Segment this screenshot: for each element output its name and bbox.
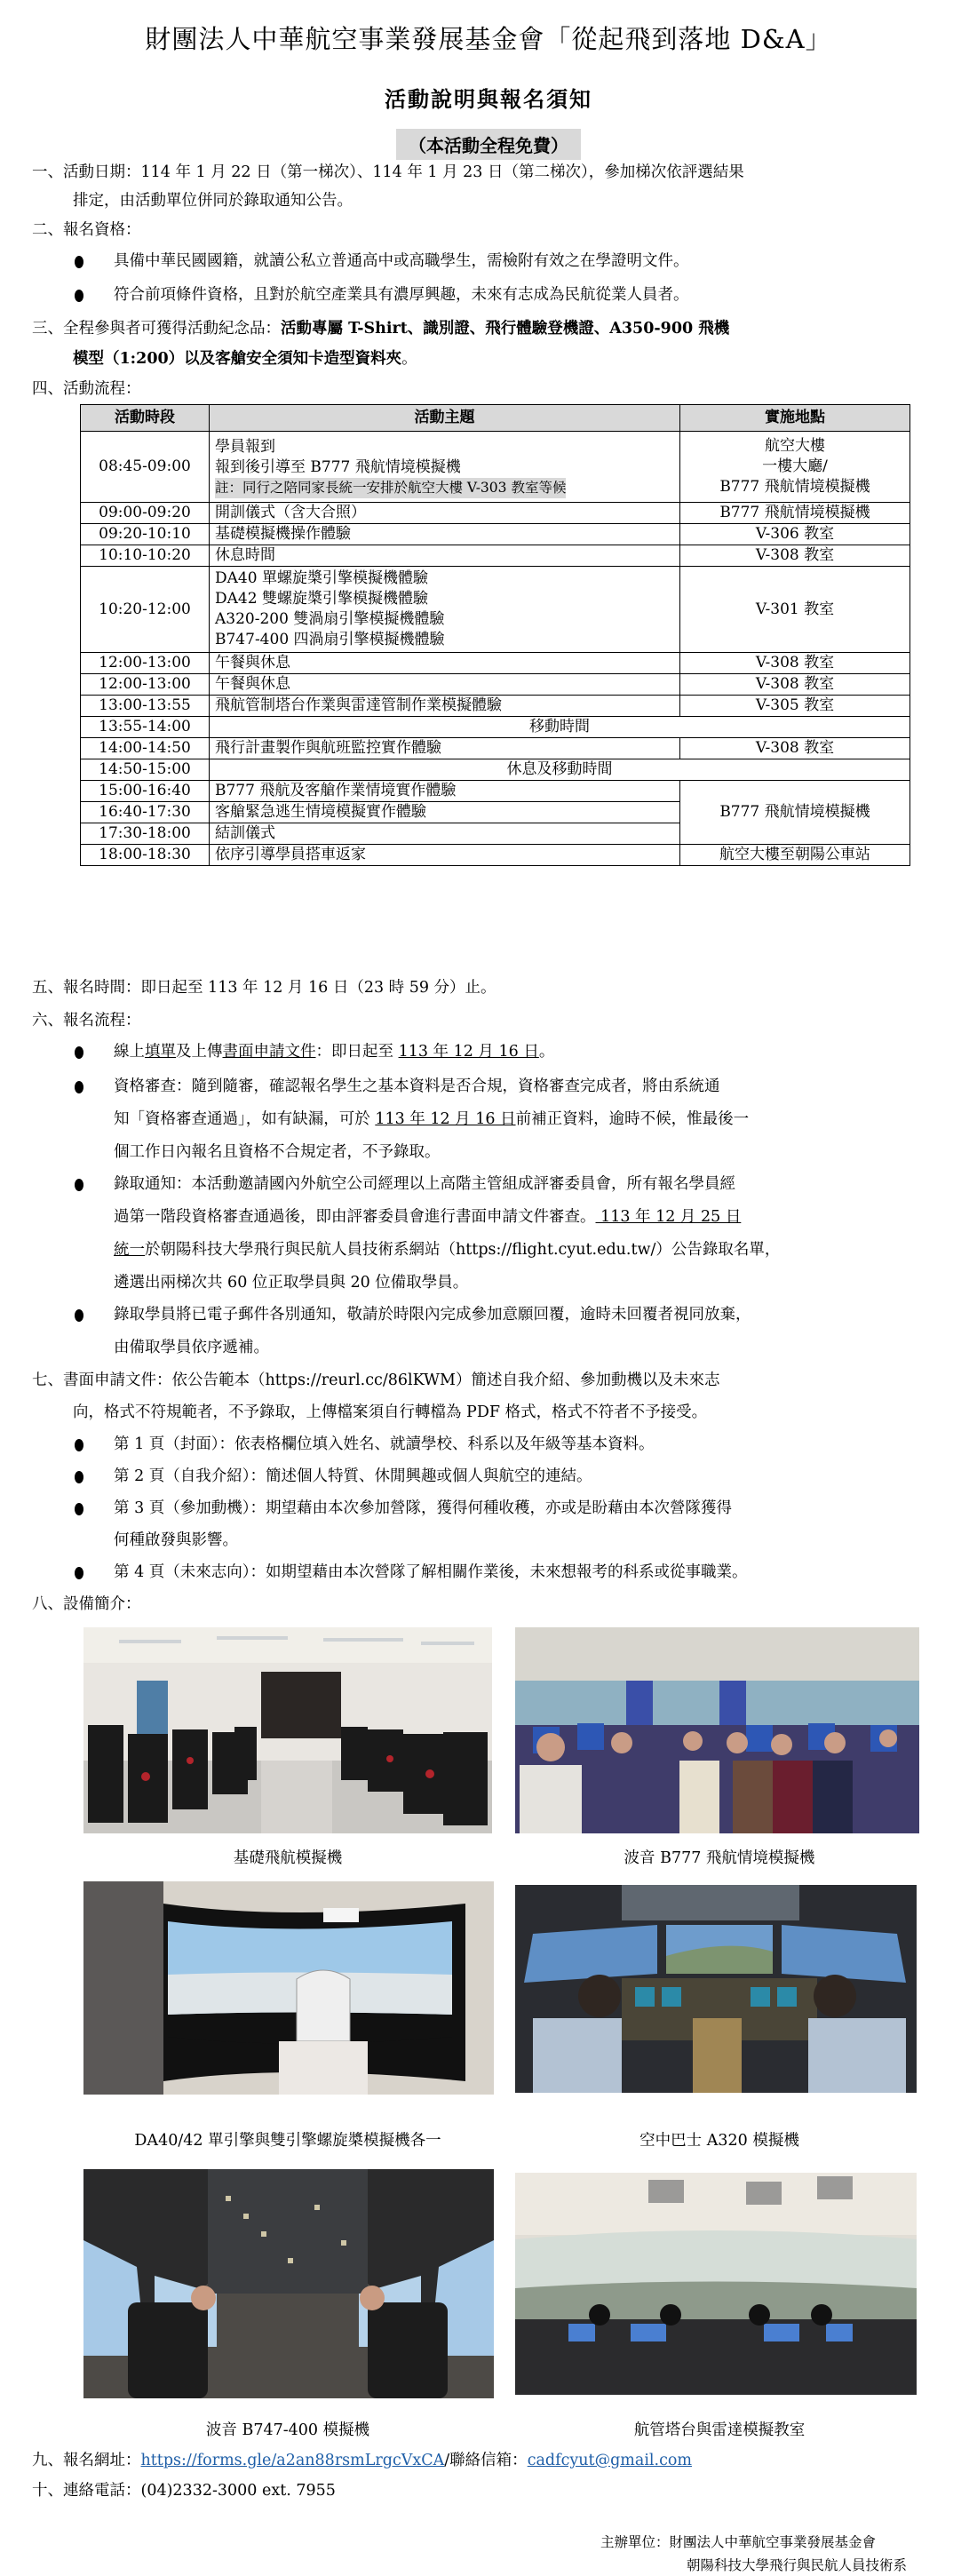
underlined-text: 填單 (145, 1043, 176, 1061)
cockpit-photo (515, 1885, 917, 2093)
free-badge-wrap (0, 129, 977, 160)
photo-caption: DA40/42 單引擎與雙引擎螺旋槳模擬機各一 (134, 2132, 441, 2150)
process-notify-line2: 由備取學員依序遞補。 (114, 1339, 269, 1356)
bullet-icon (75, 1176, 83, 1197)
photo-caption: 空中巴士 A320 模擬機 (639, 2132, 799, 2150)
section-1-line2: 排定，由活動單位併同於錄取通知公告。 (73, 192, 353, 210)
time-cell: 10:20-12:00 (81, 567, 210, 653)
section-8-num: 八、 (32, 1595, 63, 1613)
qualification-2: 符合前項條件資格，且對於航空產業具有濃厚興趣，未來有志成為民航從業人員者。 (114, 286, 689, 304)
section-2 (32, 219, 141, 241)
classroom-photo (83, 1627, 492, 1833)
bullet-icon (75, 1500, 83, 1522)
table-row (81, 653, 910, 674)
place-cell: V-308 教室 (680, 674, 910, 696)
cockpit747-photo (83, 2169, 494, 2398)
schedule-header-row (81, 405, 910, 432)
topic-line: DA40 單螺旋槳引擎模擬機體驗 (215, 569, 428, 587)
contact-phone: 連絡電話：(04)2332-3000 ext. 7955 (63, 2482, 336, 2500)
text: 過第一階段資格審查通過後，即由評審委員會進行書面申請文件審查。 (114, 1208, 596, 1226)
topic-cell: 飛航管制塔台作業與雷達管制作業模擬體驗 (210, 696, 680, 717)
section-9-label: 報名網址： (63, 2452, 141, 2469)
table-row (81, 674, 910, 696)
document-title: 財團法人中華航空事業發展基金會「從起飛到落地 D&A」 (145, 24, 832, 54)
section-1-num: 一、 (32, 163, 63, 181)
section-1 (32, 162, 744, 183)
process-review-line1: 資格審查：隨到隨審，確認報名學生之基本資料是否合規，資格審查完成者，將由系統通 (114, 1077, 720, 1095)
topic-cell: 結訓儀式 (210, 823, 680, 845)
page-4-spec: 第 4 頁（未來志向）：如期望藉由本次營隊了解相關作業後，未來想報考的科系或從事職業。 (114, 1563, 748, 1581)
bullet-icon (75, 253, 83, 274)
section-3-num: 三、 (32, 320, 63, 338)
table-row (81, 759, 910, 781)
organizer-1: 財團法人中華航空事業發展基金會 (669, 2534, 877, 2550)
topic-cell: 開訓儀式（含大合照） (210, 503, 680, 524)
section-3 (32, 318, 729, 339)
photo-caption: 波音 B747-400 模擬機 (205, 2421, 370, 2439)
place-line: B777 飛航情境模擬機 (719, 478, 870, 496)
page-3-spec: 第 3 頁（參加動機）：期望藉由本次參加營隊，獲得何種收穫，亦或是盼藉由本次營隊獲得 (114, 1499, 733, 1517)
header-place: 實施地點 (680, 405, 910, 432)
time-cell: 14:50-15:00 (81, 759, 210, 781)
time-cell: 10:10-10:20 (81, 545, 210, 567)
qualification-1: 具備中華民國國籍，就讀公私立普通高中或高職學生，需檢附有效之在學證明文件。 (114, 252, 689, 270)
topic-cell (210, 432, 680, 503)
section-6-num: 六、 (32, 1012, 63, 1030)
bullet-icon (75, 1468, 83, 1490)
bullet-icon (75, 1564, 83, 1586)
process-notify-line1: 錄取學員將已電子郵件各別通知，敬請於時限內完成參加意願回覆，逾時未回覆者視同放棄， (114, 1306, 751, 1324)
process-review-line3: 個工作日內報名且資格不合規定者，不予錄取。 (114, 1143, 441, 1161)
page-3-spec-cont: 何種啟發與影響。 (114, 1531, 238, 1549)
topic-cell: 午餐與休息 (210, 653, 680, 674)
table-row (81, 738, 910, 759)
place-cell (680, 432, 910, 503)
place-cell: B777 飛航情境模擬機 (680, 781, 910, 845)
underlined-text: 統一 (114, 1241, 145, 1259)
section-4-label: 活動流程： (63, 380, 141, 398)
section-5 (32, 977, 496, 998)
table-row (81, 432, 910, 503)
table-row (81, 524, 910, 545)
time-cell: 14:00-14:50 (81, 738, 210, 759)
time-cell: 18:00-18:30 (81, 845, 210, 866)
souvenirs-end: 。 (401, 350, 417, 368)
topic-cell: 飛行計畫製作與航班監控實作體驗 (210, 738, 680, 759)
tower-photo (515, 2173, 917, 2395)
time-cell: 13:55-14:00 (81, 717, 210, 738)
underlined-date: 113 年 12 月 16 日 (398, 1043, 539, 1061)
place-line: 一樓大廳/ (762, 457, 828, 475)
table-row (81, 845, 910, 866)
place-cell: V-308 教室 (680, 653, 910, 674)
organizer-2: 朝陽科技大學飛行與民航人員技術系 (687, 2557, 908, 2573)
section-2-label: 報名資格： (63, 221, 141, 239)
section-1-label: 活動日期： (63, 163, 141, 181)
organizer-line-1 (600, 2532, 876, 2551)
underlined-date: 113 年 12 月 25 日 (595, 1208, 742, 1226)
place-cell: V-305 教室 (680, 696, 910, 717)
photo-caption: 航管塔台與雷達模擬教室 (633, 2421, 806, 2439)
section-2-num: 二、 (32, 221, 63, 239)
table-row (81, 717, 910, 738)
section-10-num: 十、 (32, 2482, 63, 2500)
section-9-num: 九、 (32, 2452, 63, 2469)
time-cell: 08:45-09:00 (81, 432, 210, 503)
bullet-icon (75, 1044, 83, 1065)
section-7 (32, 1370, 719, 1391)
parent-note: 註：同行之陪同家長統一安排於航空大樓 V-303 教室等候 (215, 478, 566, 498)
text: 前補正資料，逾時不候，惟最後一 (515, 1110, 750, 1128)
bullet-icon (75, 1436, 83, 1458)
section-9 (32, 2450, 692, 2471)
time-cell: 16:40-17:30 (81, 802, 210, 823)
topic-cell: 依序引導學員搭車返家 (210, 845, 680, 866)
merged-cell: 休息及移動時間 (210, 759, 910, 781)
section-8-label: 設備簡介： (63, 1595, 141, 1613)
section-7-line2: 向，格式不符規範者，不予錄取，上傳檔案須自行轉檔為 PDF 格式，格式不符者不予接受。 (73, 1403, 708, 1421)
table-row (81, 545, 910, 567)
email-link[interactable]: cadfcyut@gmail.com (527, 2452, 693, 2469)
topic-cell: B777 飛航及客艙作業情境實作體驗 (210, 781, 680, 802)
header-topic: 活動主題 (210, 405, 680, 432)
time-cell: 13:00-13:55 (81, 696, 210, 717)
topic-line: DA42 雙螺旋槳引擎模擬機體驗 (215, 590, 428, 608)
bullet-icon (75, 287, 83, 308)
time-cell: 12:00-13:00 (81, 674, 210, 696)
process-admission-line4: 遴選出兩梯次共 60 位正取學員與 20 位備取學員。 (114, 1274, 469, 1292)
document-subtitle: 活動說明與報名須知 (385, 86, 592, 112)
time-cell: 09:00-09:20 (81, 503, 210, 524)
registration-link[interactable]: https://forms.gle/a2an88rsmLrgcVxCA (140, 2452, 445, 2469)
process-admission-line2 (114, 1206, 741, 1228)
email-label: /聯絡信箱： (444, 2452, 528, 2469)
process-admission-line3 (114, 1239, 780, 1260)
place-line: 航空大樓 (765, 437, 825, 455)
schedule-table (80, 404, 910, 866)
header-time: 活動時段 (81, 405, 210, 432)
organizer-label: 主辦單位： (600, 2534, 670, 2550)
process-online (114, 1041, 554, 1062)
underlined-text: 書面申請文件 (222, 1043, 316, 1061)
place-cell: B777 飛航情境模擬機 (680, 503, 910, 524)
place-cell: V-306 教室 (680, 524, 910, 545)
place-cell: 航空大樓至朝陽公車站 (680, 845, 910, 866)
place-cell: V-308 教室 (680, 738, 910, 759)
table-row (81, 696, 910, 717)
section-3-line2 (73, 348, 417, 370)
section-5-num: 五、 (32, 979, 63, 997)
process-review-line2 (114, 1109, 749, 1130)
table-row (81, 781, 910, 802)
page-2-spec: 第 2 頁（自我介紹）：簡述個人特質、休閒興趣或個人與航空的連結。 (114, 1467, 592, 1485)
registration-period: 報名時間：即日起至 113 年 12 月 16 日（23 時 59 分）止。 (63, 979, 496, 997)
text: 於朝陽科技大學飛行與民航人員技術系網站（https://flight.cyut.edu.tw/）公告錄取名單， (145, 1241, 781, 1259)
section-6 (32, 1010, 141, 1031)
time-cell: 17:30-18:00 (81, 823, 210, 845)
topic-cell: 午餐與休息 (210, 674, 680, 696)
text: 知「資格審查通過」，如有缺漏，可於 (114, 1110, 376, 1128)
text: 。 (538, 1043, 555, 1061)
section-4-num: 四、 (32, 380, 63, 398)
section-6-label: 報名流程： (63, 1012, 141, 1030)
section-7-line1: 書面申請文件：依公告範本（https://reurl.cc/86lKWM）簡述自我介紹、參加動機以及未來志 (63, 1371, 720, 1389)
section-7-num: 七、 (32, 1371, 63, 1389)
topic-cell: 基礎模擬機操作體驗 (210, 524, 680, 545)
souvenirs-bold-2: 模型（1:200）以及客艙安全須知卡造型資料夾 (73, 350, 402, 368)
time-cell: 15:00-16:40 (81, 781, 210, 802)
topic-cell: 休息時間 (210, 545, 680, 567)
cabin-photo (515, 1627, 919, 1833)
merged-cell: 移動時間 (210, 717, 910, 738)
photo-caption: 波音 B777 飛航情境模擬機 (624, 1849, 815, 1867)
time-cell: 12:00-13:00 (81, 653, 210, 674)
photo-caption: 基礎飛航模擬機 (233, 1849, 343, 1867)
bullet-icon (75, 1307, 83, 1328)
text: 及上傳 (176, 1043, 223, 1061)
table-row (81, 567, 910, 653)
process-admission-line1: 錄取通知：本活動邀請國內外航空公司經理以上高階主管組成評審委員會，所有報名學員經 (114, 1175, 735, 1193)
topic-line: 學員報到 (215, 437, 275, 456)
topic-line: 報到後引導至 B777 飛航情境模擬機 (215, 457, 461, 476)
section-1-line1: 114 年 1 月 22 日（第一梯次）、114 年 1 月 23 日（第二梯次），參加梯次依評選結果 (140, 163, 744, 181)
section-8 (32, 1594, 141, 1615)
bullet-icon (75, 1078, 83, 1100)
section-10 (32, 2480, 336, 2501)
underlined-date: 113 年 12 月 16 日 (375, 1110, 516, 1128)
text: 線上 (114, 1043, 145, 1061)
free-badge: （本活動全程免費） (396, 129, 581, 160)
place-cell: V-301 教室 (680, 567, 910, 653)
topic-cell (210, 567, 680, 653)
table-row (81, 503, 910, 524)
topic-line: B747-400 四渦扇引擎模擬機體驗 (215, 631, 445, 648)
topic-line: A320-200 雙渦扇引擎模擬機體驗 (215, 610, 445, 628)
section-3-label: 全程參與者可獲得活動紀念品： (63, 320, 281, 338)
place-cell: V-308 教室 (680, 545, 910, 567)
souvenirs-bold-1: 活動專屬 T-Shirt、識別證、飛行體驗登機證、A350-900 飛機 (281, 320, 730, 338)
time-cell: 09:20-10:10 (81, 524, 210, 545)
simulator-photo (83, 1881, 494, 2095)
topic-cell: 客艙緊急逃生情境模擬實作體驗 (210, 802, 680, 823)
section-4 (32, 378, 141, 400)
text: ：即日起至 (315, 1043, 399, 1061)
page-1-spec: 第 1 頁（封面）：依表格欄位填入姓名、就讀學校、科系以及年級等基本資料。 (114, 1435, 655, 1453)
